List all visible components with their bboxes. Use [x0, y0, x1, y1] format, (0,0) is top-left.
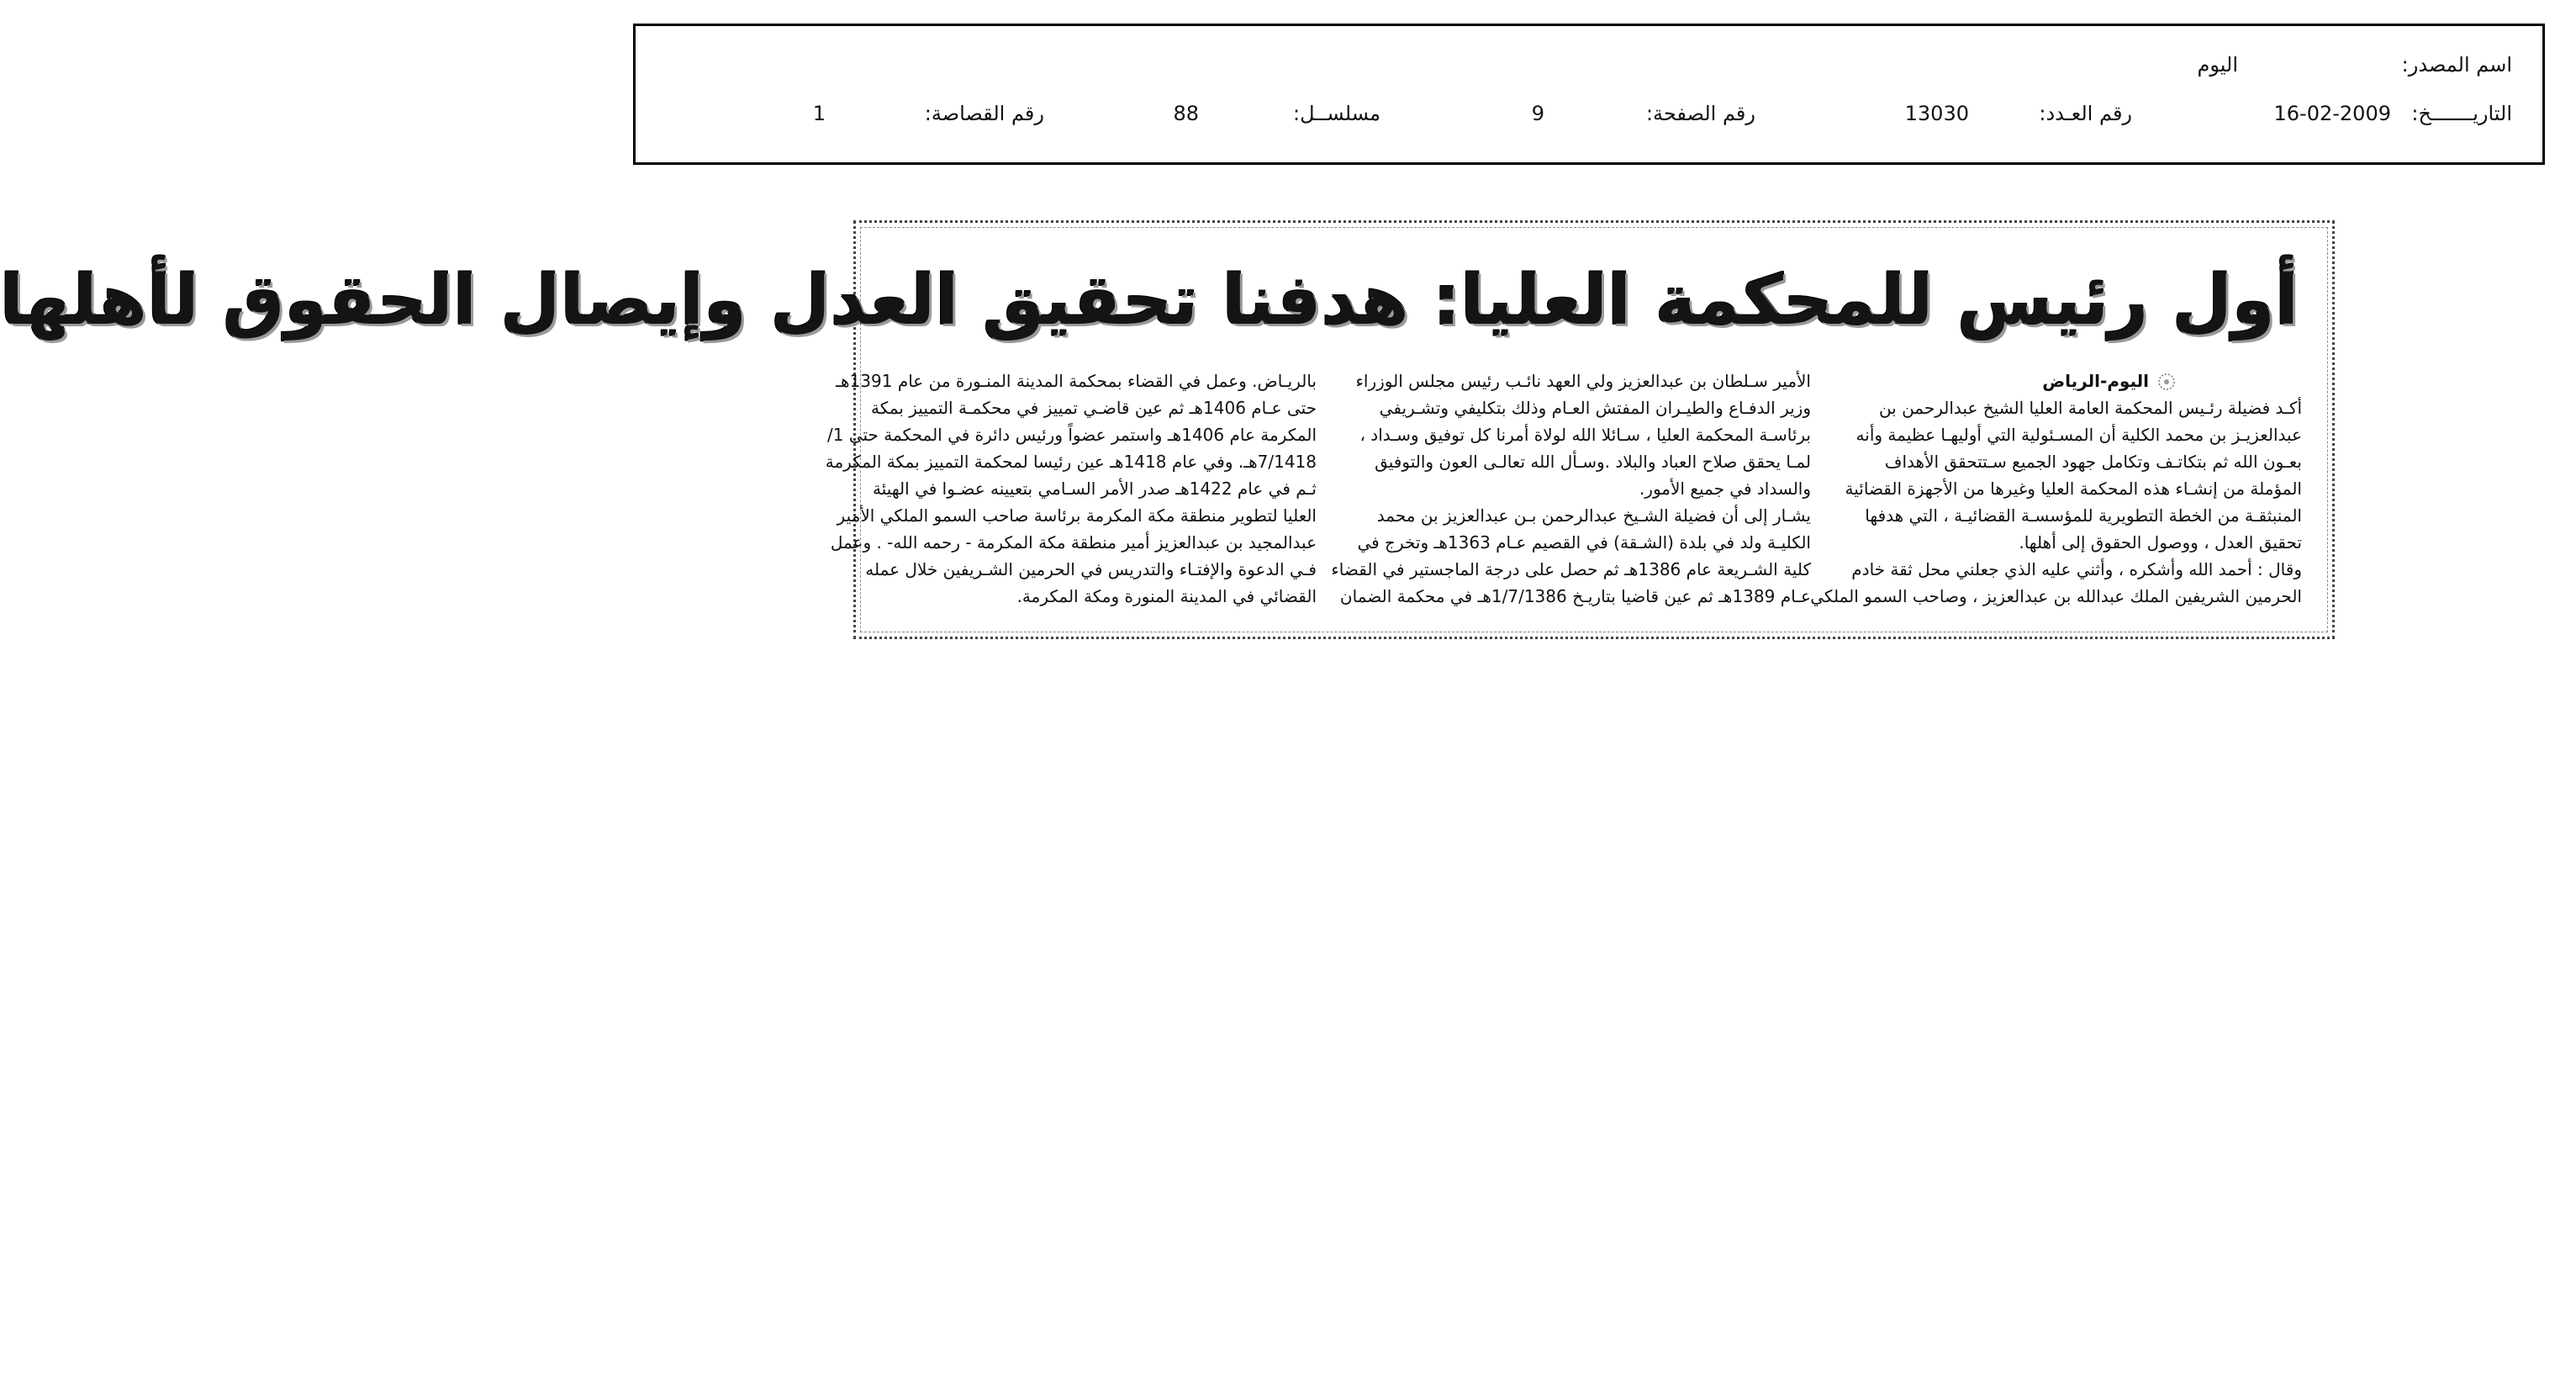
- col1-line-2: عبدالعزيـز بن محمد الكلية أن المسـئولية التي أوليهـا عظيمة وأنه: [1855, 425, 2302, 445]
- col3-line-8: فـي الدعوة والإفتـاء والتدريس في الحرمين الشـريفين خلال عمله: [865, 559, 1317, 579]
- byline-text: اليوم-الرياض: [2042, 371, 2149, 391]
- col1-line-3: بعـون الله ثم بتكاتـف وتكامل جهود الجميع سـتتحقق الأهداف: [1884, 452, 2302, 472]
- issue-value: 13030: [1904, 102, 1969, 125]
- serial-label: مسلســل:: [1293, 102, 1380, 125]
- col2-line-7: الكليـة ولد في بلدة (الشـقة) في القصيم عـام 1363هـ وتخرج في: [1357, 532, 1811, 553]
- col1-line-8: الحرمين الشريفين الملك عبدالله بن عبدالعزيز ، وصاحب السمو الملكي: [1810, 586, 2302, 606]
- col2-line-9: عـام 1389هـ ثم عين قاضيا بتاريـخ 1/7/1386هـ في محكمة الضمان: [1339, 586, 1811, 606]
- col3-line-7: عبدالمجيد بن عبدالعزيز أمير منطقة مكة المكرمة - رحمه الله- . وعمل: [830, 532, 1317, 553]
- newspaper-clipping: [0, 220, 2335, 639]
- article-headline: أول رئيس للمحكمة العليا: هدفنا تحقيق العدل وإيصال الحقوق لأهلها: [0, 261, 2299, 341]
- serial-value: 88: [1173, 102, 1199, 125]
- col1-line-1: أكـد فضيلة رئـيس المحكمة العامة العليا الشيخ عبدالرحمن بن: [1878, 398, 2302, 418]
- col1-line-7: وقال : أحمد الله وأشكره ، وأثني عليه الذي جعلني محل ثقة خادم: [1851, 559, 2302, 579]
- col2-line-5: والسداد في جميع الأمور.: [1639, 479, 1811, 499]
- col3-line-9: القضائي في المدينة المنورة ومكة المكرمة.: [1016, 586, 1317, 606]
- clipping-metadata-box: [633, 24, 2545, 165]
- col2-line-2: وزير الدفـاع والطيـران المفتش العـام وذلك بتكليفي وتشـريفي: [1379, 398, 1811, 418]
- source-value: اليوم: [2197, 53, 2238, 77]
- article-byline: [1834, 368, 2302, 394]
- col3-line-1: بالريـاض. وعمل في القضاء بمحكمة المدينة المنـورة من عام 1391هـ: [836, 371, 1317, 391]
- issue-label: رقم العـدد:: [2039, 102, 2132, 125]
- clipping-number-label: رقم القصاصة:: [924, 102, 1044, 125]
- col3-line-2: حتى عـام 1406هـ ثم عين قاضـي تمييز في محكمـة التمييز بمكة: [871, 398, 1317, 418]
- article-column-3: [825, 368, 1317, 633]
- col3-line-4: 7/1418هـ. وفي عام 1418هـ عين رئيسا لمحكمة التمييز بمكة المكرمة: [825, 452, 1317, 472]
- col3-line-3: المكرمة عام 1406هـ واستمر عضواً ورئيس دائرة في المحكمة حتى 1/: [827, 425, 1317, 445]
- page-value: 9: [1531, 102, 1544, 125]
- article-column-1: [1810, 368, 2302, 633]
- col2-line-3: برئاسـة المحكمة العليا ، سـائلا الله لولاة أمرنا كل توفيق وسـداد ،: [1359, 425, 1811, 445]
- col1-line-4: المؤملة من إنشـاء هذه المحكمة العليا وغيرها من الأجهزة القضائية: [1845, 479, 2302, 499]
- col2-line-8: كلية الشـريعة عام 1386هـ ثم حصل على درجة الماجستير في القضاء: [1331, 559, 1811, 579]
- clipping-number-value: 1: [812, 102, 826, 125]
- date-value: 16-02-2009: [2273, 102, 2391, 125]
- newspaper-logo-icon: [2157, 372, 2176, 390]
- col2-line-4: لمـا يحقق صلاح العباد والبلاد .وسـأل الله تعالـى العون والتوفيق: [1375, 452, 1811, 472]
- source-label: اسم المصدر:: [2401, 53, 2512, 77]
- page-label: رقم الصفحة:: [1645, 102, 1755, 125]
- article-column-2: [1331, 368, 1811, 633]
- col1-line-6: تحقيق العدل ، ووصول الحقوق إلى أهلها.: [2019, 532, 2302, 553]
- date-label: التاريـــــــخ:: [2411, 102, 2512, 125]
- col1-line-5: المنبثقـة من الخطة التطويرية للمؤسسـة القضائيـة ، التي هدفها: [1865, 505, 2302, 526]
- col2-line-1: الأمير سـلطان بن عبدالعزيز ولي العهد نائـب رئيس مجلس الوزراء: [1355, 371, 1811, 391]
- col3-line-5: ثـم في عام 1422هـ صدر الأمر السـامي بتعيينه عضـوا في الهيئة: [873, 479, 1317, 499]
- col2-line-6: يشـار إلى أن فضيلة الشـيخ عبدالرحمن بـن عبدالعزيز بن محمد: [1376, 505, 1811, 526]
- col3-line-6: العليا لتطوير منطقة مكة المكرمة برئاسة صاحب السمو الملكي الأمير: [837, 505, 1317, 526]
